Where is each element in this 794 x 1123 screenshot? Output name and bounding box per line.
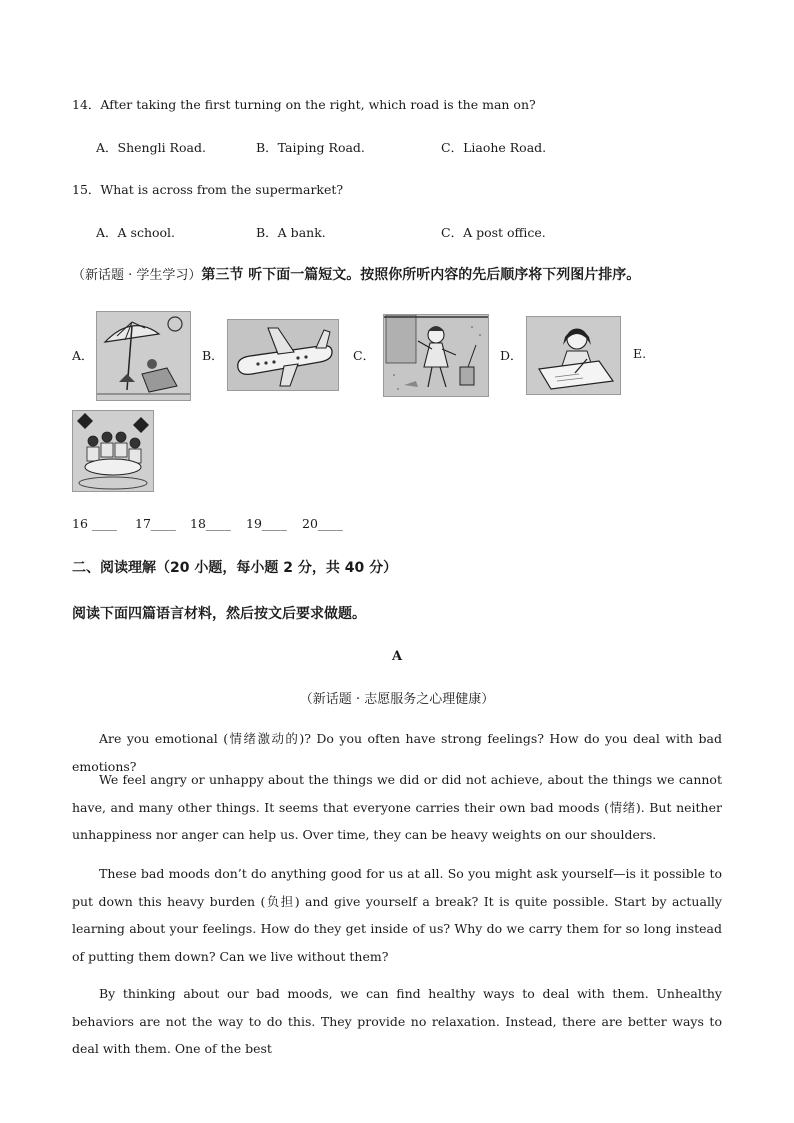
beach-umbrella-picture xyxy=(96,311,191,401)
part2-instruction: 阅读下面四篇语言材料，然后按文后要求做题。 xyxy=(72,606,366,622)
picture-label-d: D． xyxy=(500,348,523,363)
answer-blank-16: 16 ____ xyxy=(72,516,117,531)
section3-header xyxy=(72,264,640,284)
answer-blank-20: 20____ xyxy=(302,516,343,531)
picture-label-a: A． xyxy=(72,348,94,363)
picture-label-c: C． xyxy=(353,348,376,363)
picture-label-e: E. xyxy=(633,346,647,361)
passage-paragraph: These bad moods don’t do anything good for us at all. So you might ask yourself—is it possible to put down this heavy burden (负担) and give yourself a break? It is quite possible. Start by actually learning about your feelings. How do they get inside of us? Why do we carry them for so long instead of putting them down? Can we live without them? xyxy=(72,866,722,964)
q15-option-a: A．A school. xyxy=(96,225,176,240)
airplane-picture xyxy=(227,319,339,391)
girl-writing-picture xyxy=(526,316,621,395)
q15-option-b: B．A bank. xyxy=(256,225,326,240)
passage-paragraph: Are you emotional (情绪激动的)? Do you often have strong feelings? How do you deal with bad emotions? xyxy=(72,731,722,774)
question-14: 14．After taking the first turning on the right, which road is the man on? xyxy=(72,97,536,112)
passage-topic: （新话题 · 志愿服务之心理健康） xyxy=(299,692,495,707)
section3-heading: 第三节 听下面一篇短文。按照你所听内容的先后顺序将下列图片排序。 xyxy=(201,267,641,283)
family-dinner-picture xyxy=(72,410,154,492)
q14-option-c: C．Liaohe Road. xyxy=(441,140,547,155)
answer-blank-19: 19____ xyxy=(246,516,287,531)
q14-option-b: B．Taiping Road. xyxy=(256,140,365,155)
q15-option-c: C．A post office. xyxy=(441,225,546,240)
passage-letter: A xyxy=(391,649,403,664)
section3-tag: （新话题 · 学生学习） xyxy=(72,268,202,283)
question-15: 15．What is across from the supermarket? xyxy=(72,182,344,197)
girl-dancing-picture xyxy=(383,314,489,397)
picture-label-b: B． xyxy=(202,348,224,363)
passage-paragraph: By thinking about our bad moods, we can find healthy ways to deal with them. Unhealthy behaviors are not the way to do this. They provide no relaxation. Instead, there are better ways to deal with them. One of the best xyxy=(72,986,722,1056)
answer-blank-18: 18____ xyxy=(190,516,231,531)
passage-paragraph: We feel angry or unhappy about the things we did or did not achieve, about the things we cannot have, and many other things. It seems that everyone carries their own bad moods (情绪). But neither unhappiness nor anger can help us. Over time, they can be heavy weights on our shoulders. xyxy=(72,772,722,842)
answer-blank-17: 17____ xyxy=(135,516,176,531)
part2-heading: 二、阅读理解（20 小题，每小题 2 分，共 40 分） xyxy=(72,560,398,576)
q14-option-a: A．Shengli Road. xyxy=(96,140,206,155)
